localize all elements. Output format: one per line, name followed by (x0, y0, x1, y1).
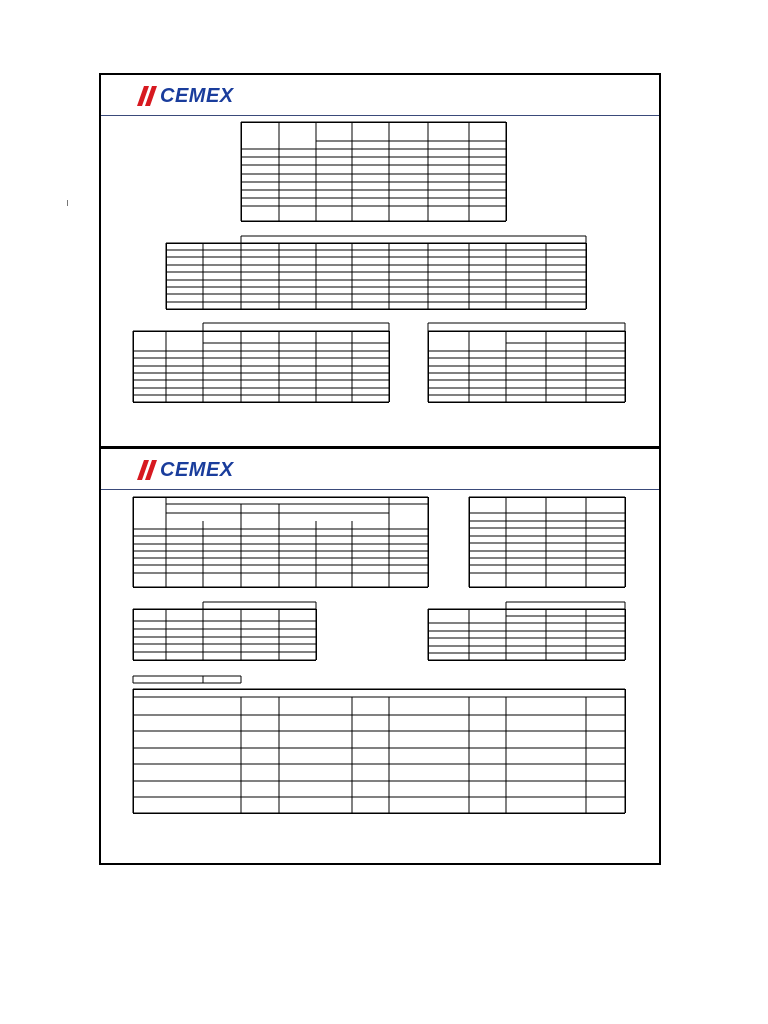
cemex-stripes-icon (136, 85, 160, 107)
cemex-stripes-icon (136, 459, 160, 481)
form-panel-bottom (99, 447, 661, 865)
form-panel-top (99, 73, 661, 448)
logo-text: CEMEX (160, 85, 234, 107)
panel-header (101, 449, 659, 490)
logo-text: CEMEX (160, 459, 234, 481)
panel-header (101, 75, 659, 116)
scan-mark (67, 200, 68, 206)
